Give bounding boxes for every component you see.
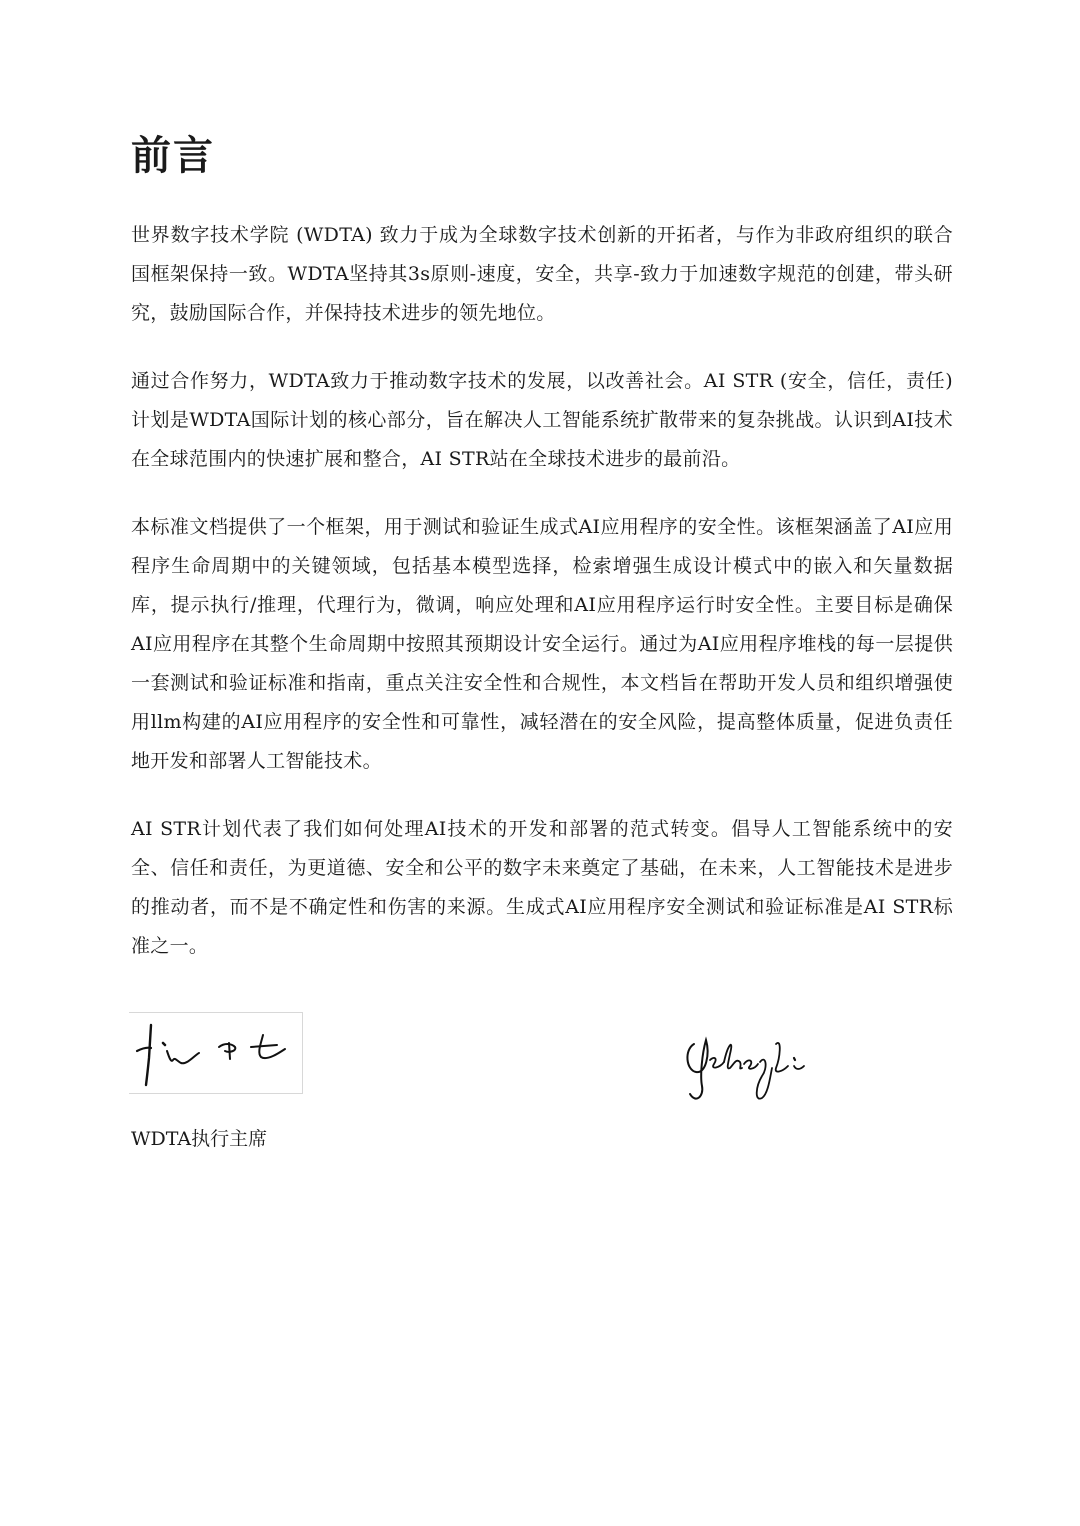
page-title: 前言 bbox=[131, 132, 215, 179]
second-signature-image bbox=[676, 1024, 816, 1114]
signature-caption: WDTA执行主席 bbox=[131, 1128, 268, 1150]
paragraph-3: 本标准文档提供了一个框架，用于测试和验证生成式AI应用程序的安全性。该框架涵盖了AI应用程序生命周期中的关键领域，包括基本模型选择，检索增强生成设计模式中的嵌入和矢量数据库，提示执行/推理，代理行为，微调，响应处理和AI应用程序运行时安全性。主要目标是确保AI应用程序在其整个生命周期中按照其预期设计安全运行。通过为AI应用程序堆栈的每一层提供一套测试和验证标准和指南，重点关注安全性和合规性，本文档旨在帮助开发人员和组织增强使用llm构建的AI应用程序的安全性和可靠性，减轻潜在的安全风险，提高整体质量，促进负责任地开发和部署人工智能技术。 bbox=[131, 516, 953, 772]
paragraph-4: AI STR计划代表了我们如何处理AI技术的开发和部署的范式转变。倡导人工智能系统中的安全、信任和责任，为更道德、安全和公平的数字未来奠定了基础，在未来，人工智能技术是进步的推动者，而不是不确定性和伤害的来源。生成式AI应用程序安全测试和验证标准是AI STR标准之一。 bbox=[131, 818, 953, 957]
chairman-signature-image bbox=[129, 1012, 303, 1094]
paragraph-1: 世界数字技术学院 (WDTA) 致力于成为全球数字技术创新的开拓者，与作为非政府组织的联合国框架保持一致。WDTA坚持其3s原则-速度，安全，共享-致力于加速数字规范的创建，带头研究，鼓励国际合作，并保持技术进步的领先地位。 bbox=[131, 224, 953, 324]
handwritten-signature-right bbox=[676, 1024, 816, 1114]
preface-body bbox=[131, 216, 953, 995]
handwritten-signature-left bbox=[129, 1013, 302, 1093]
paragraph-2: 通过合作努力，WDTA致力于推动数字技术的发展，以改善社会。AI STR (安全，信任，责任) 计划是WDTA国际计划的核心部分，旨在解决人工智能系统扩散带来的复杂挑战。认识到AI技术在全球范围内的快速扩展和整合，AI STR站在全球技术进步的最前沿。 bbox=[131, 370, 953, 470]
